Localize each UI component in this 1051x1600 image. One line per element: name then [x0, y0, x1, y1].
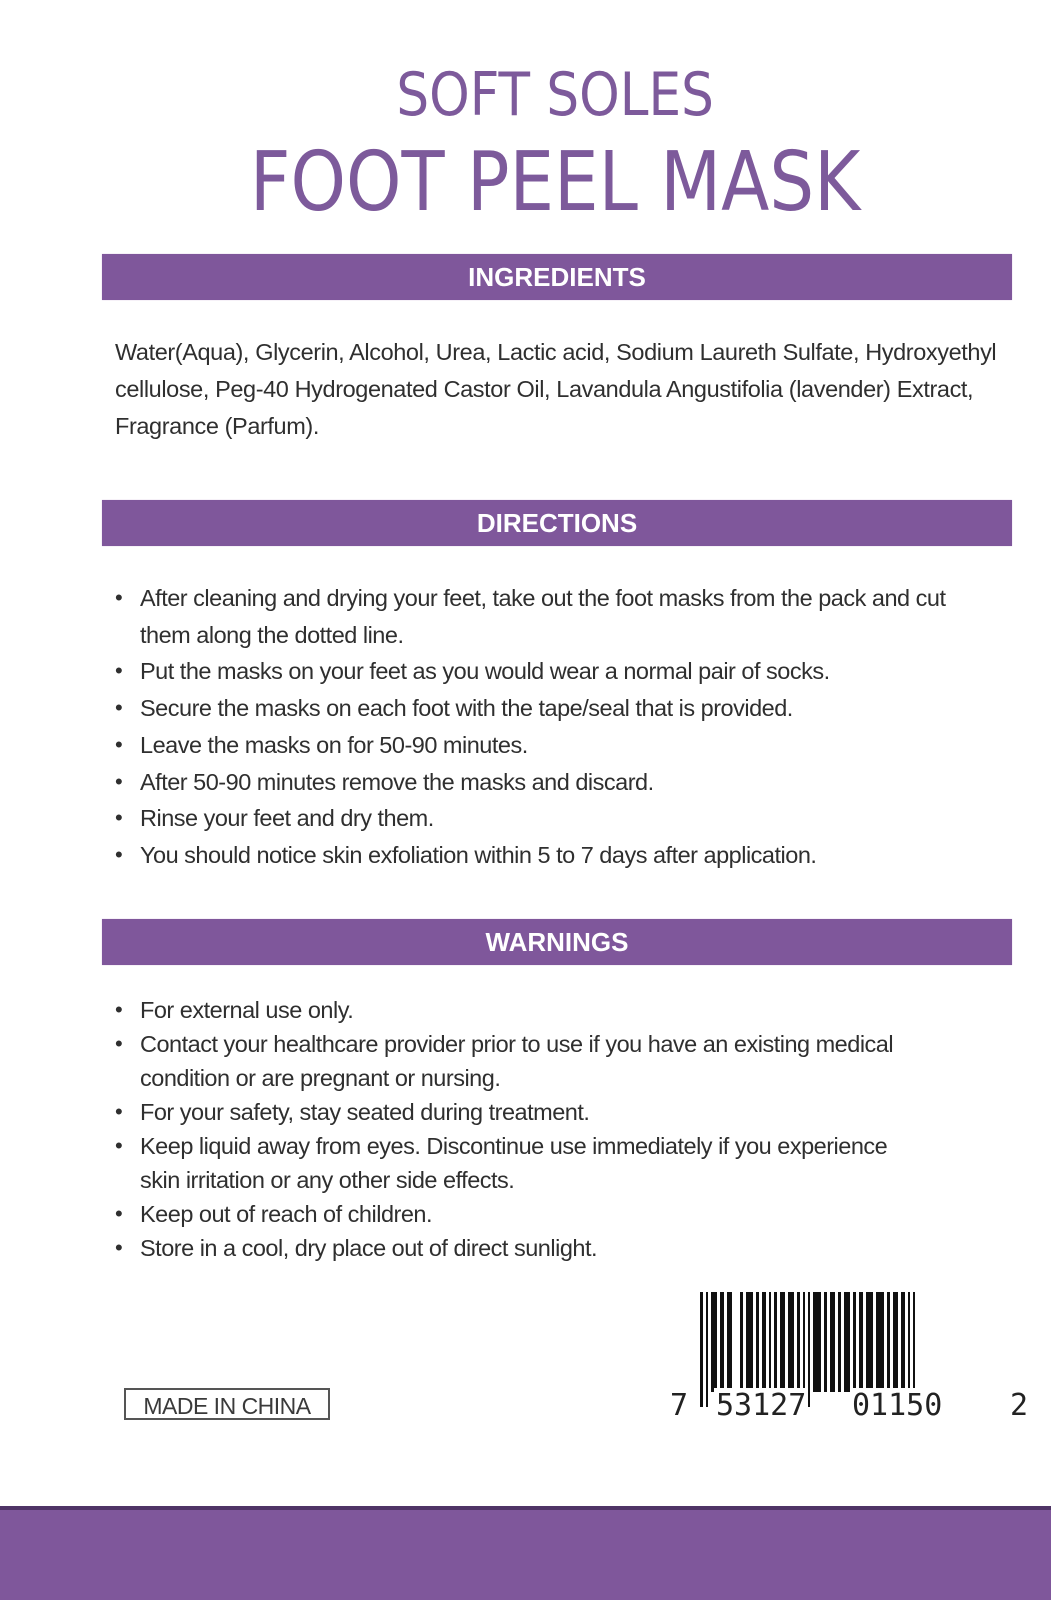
ingredients-heading: INGREDIENTS	[102, 254, 1012, 300]
barcode-bars	[700, 1292, 1035, 1392]
product-title: FOOT PEEL MASK	[249, 135, 861, 230]
ingredients-text: Water(Aqua), Glycerin, Alcohol, Urea, Lactic acid, Sodium Laureth Sulfate, Hydroxyethyl cellulose, Peg-40 Hydrogenated Castor Oil, Lavandula Angustifolia (lavender) Extract, Fragrance (Parfum).	[115, 339, 997, 439]
list-item: • Leave the masks on for 50-90 minutes.	[115, 727, 1015, 764]
barcode-check-digit: 2	[1010, 1388, 1029, 1423]
barcode-lead-digit: 7	[670, 1388, 689, 1423]
warnings-heading: WARNINGS	[102, 919, 1012, 965]
list-item: • Rinse your feet and dry them.	[115, 800, 1015, 837]
brand-title: SOFT SOLES	[396, 60, 714, 130]
list-item: • Keep out of reach of children.	[115, 1197, 1015, 1231]
list-item: • Secure the masks on each foot with the tape/seal that is provided.	[115, 690, 1015, 727]
warnings-list	[115, 993, 1015, 1265]
directions-list	[115, 580, 1015, 874]
footer-band	[0, 1506, 1051, 1600]
list-item: • Put the masks on your feet as you would wear a normal pair of socks.	[115, 653, 1015, 690]
list-item: • For your safety, stay seated during treatment.	[115, 1095, 1015, 1129]
barcode-right-group: 01150	[852, 1388, 943, 1423]
list-item: • Store in a cool, dry place out of direct sunlight.	[115, 1231, 1015, 1265]
list-item: • Contact your healthcare provider prior to use if you have an existing medical condition or are pregnant or nursing.	[115, 1027, 1015, 1095]
list-item: • You should notice skin exfoliation within 5 to 7 days after application.	[115, 837, 1015, 874]
list-item: • After 50-90 minutes remove the masks and discard.	[115, 764, 1015, 801]
list-item: • Keep liquid away from eyes. Discontinue use immediately if you experience skin irritation or any other side effects.	[115, 1129, 1015, 1197]
list-item: • After cleaning and drying your feet, take out the foot masks from the pack and cut them along the dotted line.	[115, 580, 1015, 653]
list-item: • For external use only.	[115, 993, 1015, 1027]
directions-heading: DIRECTIONS	[102, 500, 1012, 546]
made-in-china-label: MADE IN CHINA	[124, 1388, 330, 1420]
barcode-left-group: 53127	[716, 1388, 807, 1423]
barcode	[670, 1292, 1045, 1424]
